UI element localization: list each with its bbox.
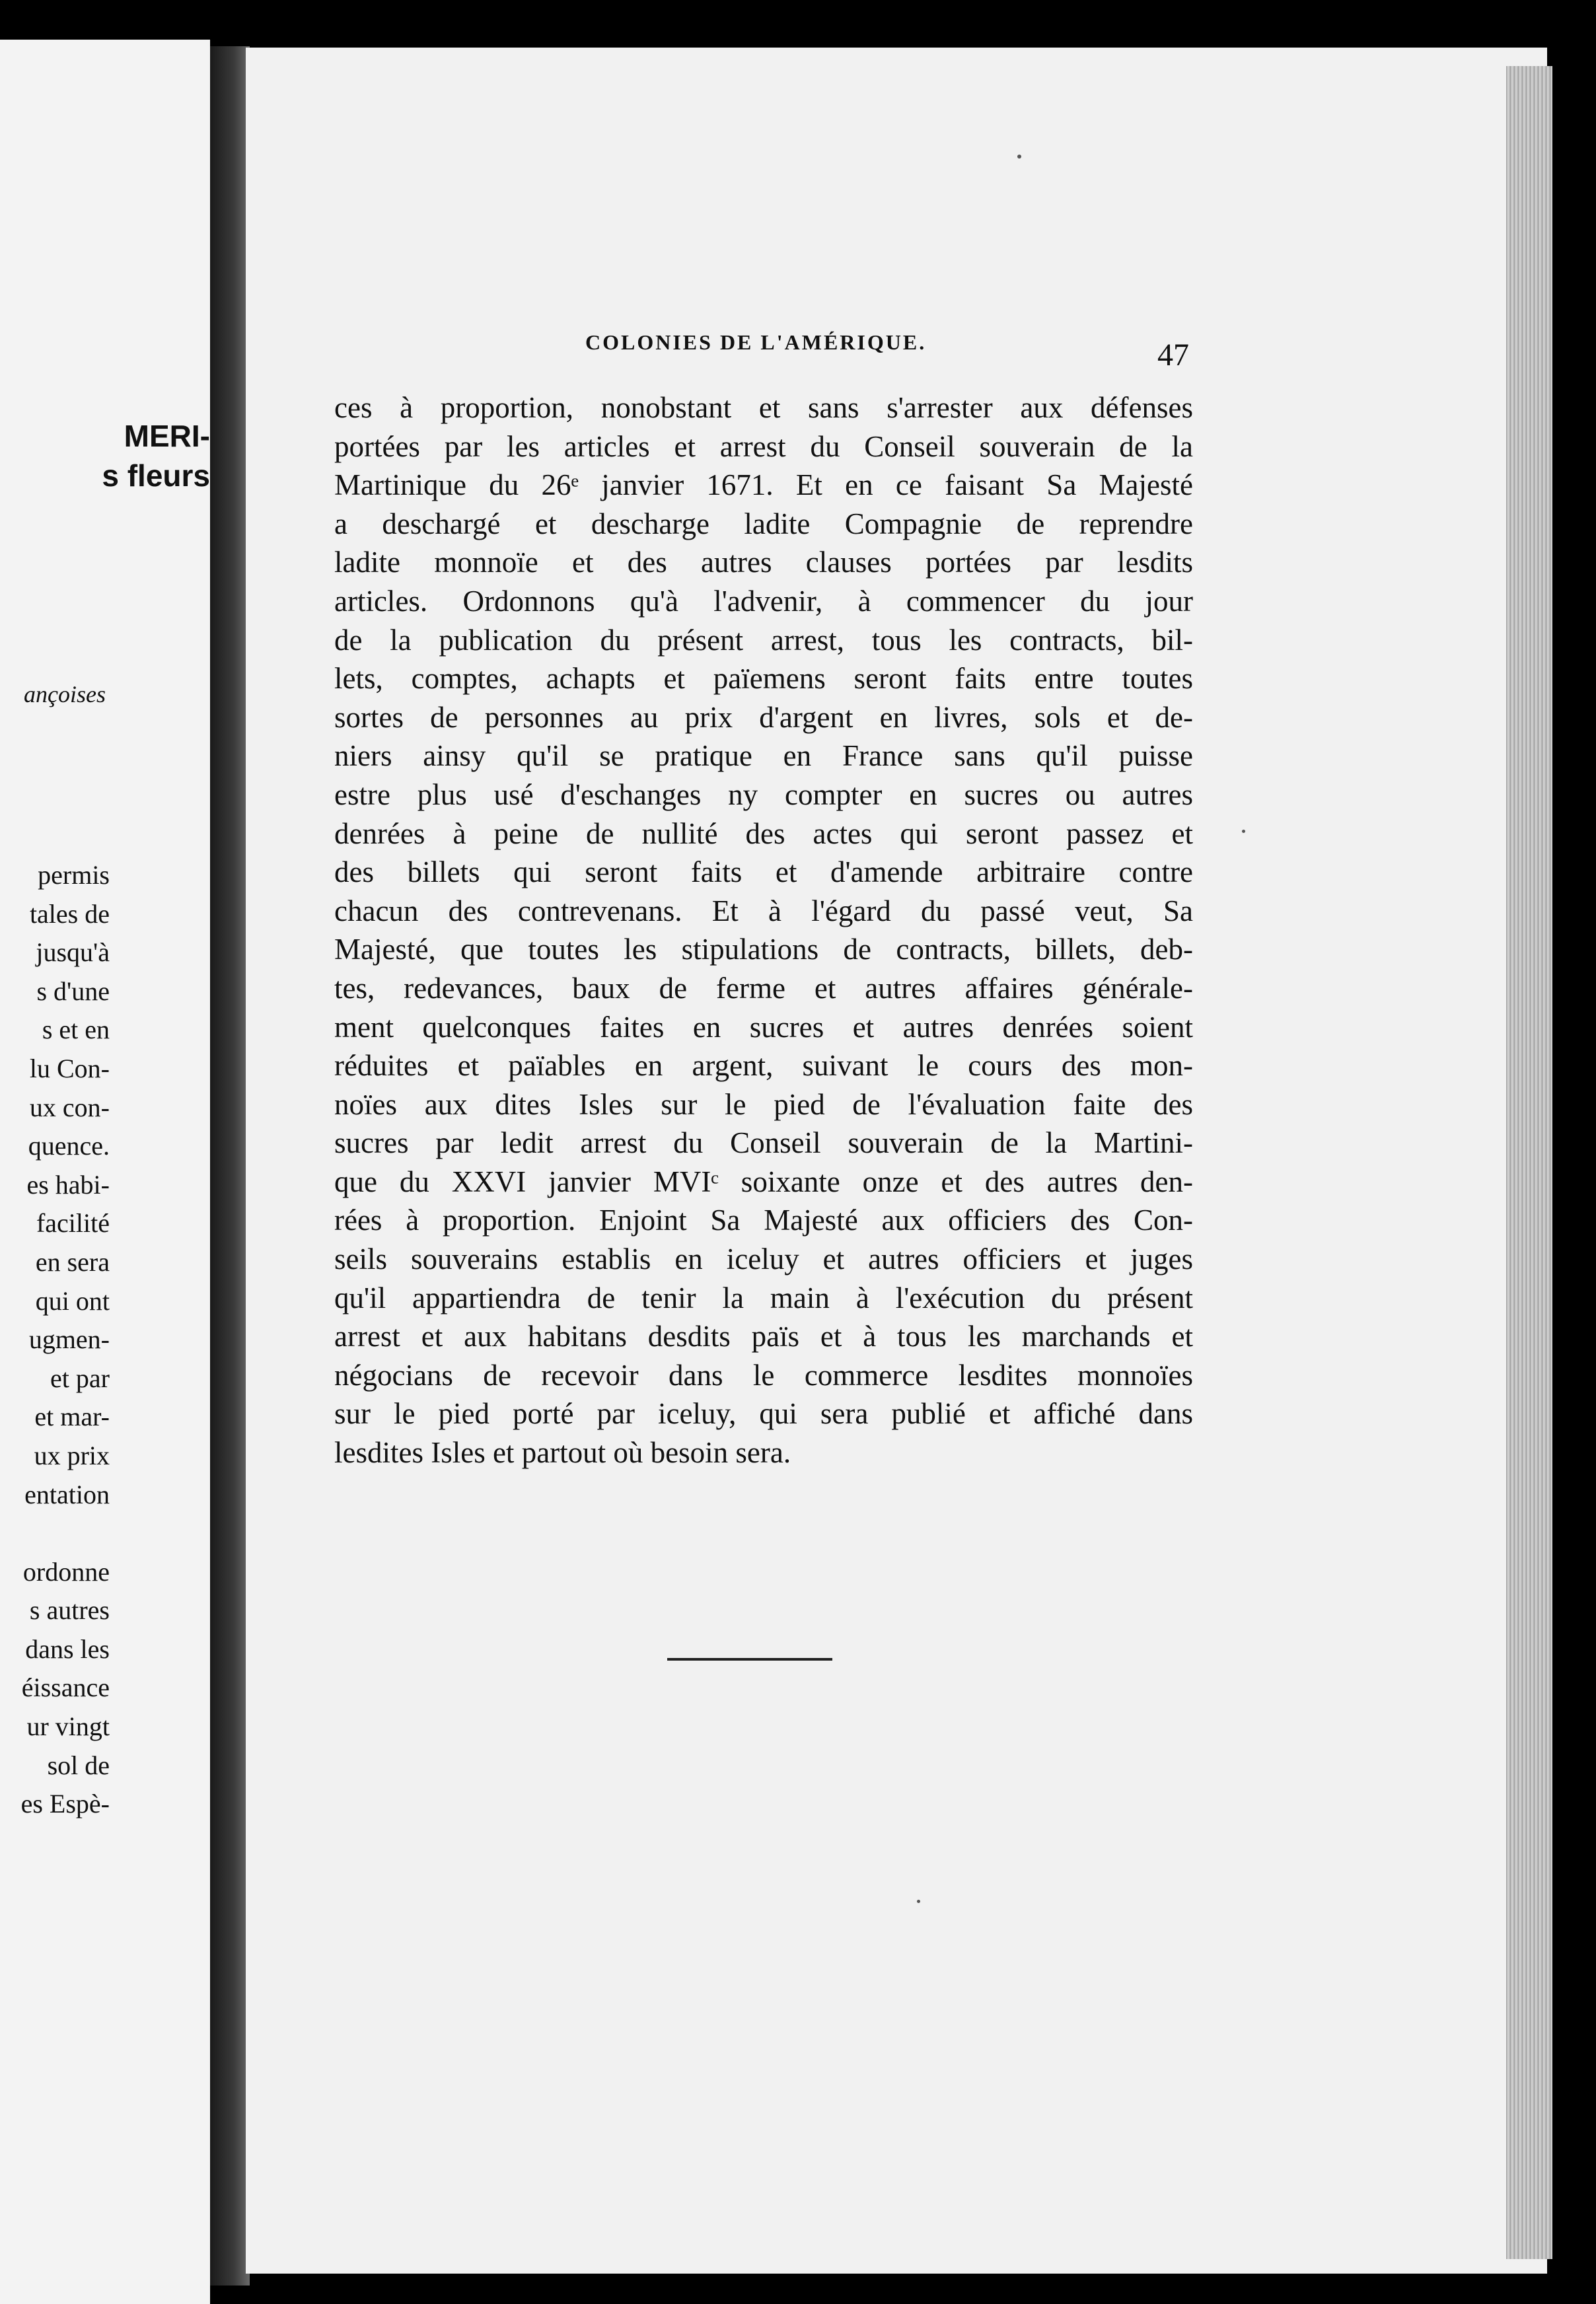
left-heading-line: MERI-	[124, 419, 210, 453]
paper-speck	[1017, 155, 1021, 159]
body-line: réduites et païables en argent, suivant le cours des mon-	[334, 1049, 1193, 1083]
left-text-line: éissance	[21, 1673, 110, 1703]
left-facing-page	[0, 40, 210, 2304]
left-text-line: entation	[24, 1479, 110, 1509]
paper-speck	[1242, 830, 1245, 833]
left-text-line: ur vingt	[26, 1711, 110, 1742]
body-line: seils souverains establis en iceluy et autres officiers et juges	[334, 1242, 1193, 1276]
body-line: qu'il appartiendra de tenir la main à l'exécution du présent	[334, 1281, 1193, 1314]
left-text-gap	[0, 1514, 110, 1553]
body-line: lesdites Isles et partout où besoin sera.	[334, 1436, 791, 1470]
left-text-line: es habi-	[26, 1169, 110, 1200]
left-text-line: et mar-	[34, 1402, 110, 1432]
left-text-line: es Espè-	[20, 1789, 110, 1819]
left-text-line: en sera	[35, 1246, 110, 1277]
body-line: denrées à peine de nullité des actes qui seront passez et	[334, 816, 1193, 850]
body-line: sur le pied porté par iceluy, qui sera publié et affiché dans	[334, 1397, 1193, 1431]
body-line: des billets qui seront faits et d'amende arbitraire contre	[334, 855, 1193, 889]
left-text-line: ux con-	[29, 1092, 110, 1122]
page-edges	[1506, 66, 1552, 2259]
body-line: noïes aux dites Isles sur le pied de l'évaluation faite des	[334, 1087, 1193, 1121]
left-text-line: permis	[38, 860, 110, 890]
left-text-line: s d'une	[36, 976, 110, 1006]
body-line: Majesté, que toutes les stipulations de contracts, billets, deb-	[334, 933, 1193, 966]
body-line: a deschargé et descharge ladite Compagnie de reprendre	[334, 507, 1193, 540]
body-line: ces à proportion, nonobstant et sans s'arrester aux défenses	[334, 391, 1193, 424]
body-line: lets, comptes, achapts et païemens seront faits entre toutes	[334, 662, 1193, 696]
left-text-line: s autres	[29, 1595, 110, 1626]
body-line: niers ainsy qu'il se pratique en France sans qu'il puisse	[334, 739, 1193, 773]
body-line: portées par les articles et arrest du Conseil souverain de la	[334, 429, 1193, 463]
section-end-rule	[667, 1658, 832, 1661]
body-line: tes, redevances, baux de ferme et autres affaires générale-	[334, 971, 1193, 1005]
body-line: négocians de recevoir dans le commerce lesdites monnoïes	[334, 1358, 1193, 1392]
left-text-line: et par	[50, 1363, 110, 1393]
left-text-line: jusqu'à	[36, 937, 110, 968]
body-line: chacun des contrevenans. Et à l'égard du passé veut, Sa	[334, 894, 1193, 927]
body-line: articles. Ordonnons qu'à l'advenir, à commencer du jour	[334, 584, 1193, 618]
body-line: arrest et aux habitans desdits païs et à tous les marchands et	[334, 1320, 1193, 1353]
book-gutter	[210, 46, 250, 2286]
left-text-line: dans les	[25, 1634, 110, 1664]
body-line: que du XXVI janvier MVIᶜ soixante onze et des autres den-	[334, 1165, 1193, 1198]
left-text-line: ugmen-	[28, 1324, 110, 1355]
left-heading-line: s fleurs	[102, 458, 210, 493]
left-text-line: quence.	[28, 1131, 110, 1161]
body-line: de la publication du présent arrest, tous les contracts, bil-	[334, 623, 1193, 657]
body-line: estre plus usé d'eschanges ny compter en sucres ou autres	[334, 777, 1193, 811]
left-page-heading	[0, 416, 210, 495]
page-number: 47	[1157, 338, 1189, 373]
paper-speck	[917, 1900, 920, 1903]
left-text-line: ux prix	[34, 1440, 110, 1470]
body-line: rées à proportion. Enjoint Sa Majesté aux officiers des Con-	[334, 1204, 1193, 1237]
body-line: Martinique du 26ᵉ janvier 1671. Et en ce faisant Sa Majesté	[334, 468, 1193, 502]
running-head: COLONIES DE L'AMÉRIQUE.	[585, 330, 927, 354]
left-text-line: lu Con-	[29, 1053, 110, 1083]
body-line: sortes de personnes au prix d'argent en livres, sols et de-	[334, 700, 1193, 734]
left-page-text	[0, 856, 110, 1824]
left-text-line: tales de	[29, 898, 110, 929]
body-line: ment quelconques faites en sucres et autres denrées soient	[334, 1010, 1193, 1044]
left-italic-fragment: ançoises	[24, 681, 106, 707]
body-text	[334, 388, 1193, 1472]
left-text-line: s et en	[42, 1015, 110, 1045]
left-text-line: sol de	[47, 1750, 110, 1780]
body-line: sucres par ledit arrest du Conseil souverain de la Martini-	[334, 1126, 1193, 1160]
left-text-line: qui ont	[35, 1285, 110, 1316]
left-text-line: ordonne	[22, 1556, 110, 1587]
body-line: ladite monnoïe et des autres clauses portées par lesdits	[334, 546, 1193, 579]
left-text-line: facilité	[36, 1208, 110, 1239]
